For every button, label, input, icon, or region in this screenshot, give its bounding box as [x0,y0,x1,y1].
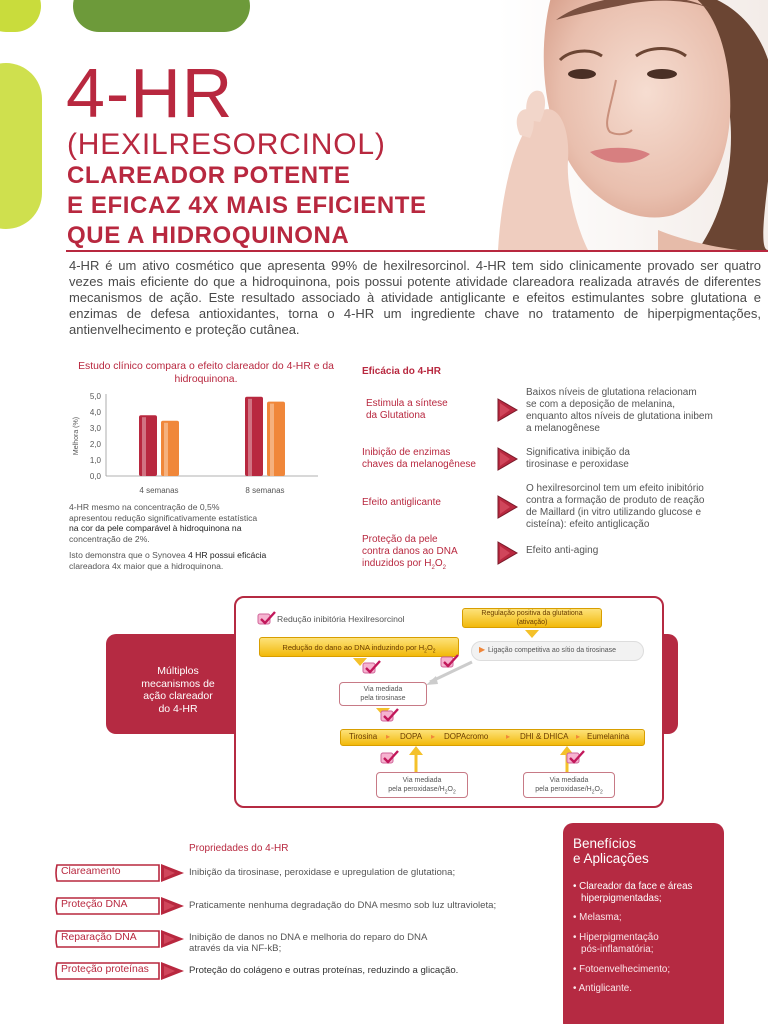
efficacy-label-line: induzidos por $H_2O_2$ [362,558,446,571]
tagline-line-1: CLAREADOR POTENTE [67,162,351,189]
study-note-line: clareadora 4x maior que a hidroquinona. [69,560,224,571]
benefit-item: • Clareador da face e áreas hiperpigmentadas; [573,881,693,904]
arrow-down-icon [525,630,539,638]
property-tag-protecao-dna: Proteção DNA [61,899,128,910]
property-desc-clareamento: Inibição da tirosinase, peroxidase e upregulation de glutationa; [189,867,456,878]
efficacy-desc-dna-protection: Efeito anti-aging [526,545,599,556]
glutathione-box: Regulação positiva da glutationa (ativação) [462,608,602,628]
arrow-right-icon: ▸ [506,732,511,741]
y-tick-label: 3,0 [89,424,101,433]
study-note-1 [69,502,309,544]
study-note-line: concentração de 2%. [69,533,150,544]
dna-damage-box: Redução do dano ao DNA induzindo por $H_2O_2$ [259,637,459,657]
page-title: 4-HR [66,54,234,132]
decorative-tab-green [73,0,250,32]
triangle-arrow-icon [496,447,518,471]
x-tick-label: 4 semanas [139,486,179,495]
competitive-binding-text: Ligação competitiva ao sítio da tirosinase [488,647,617,654]
arrow-right-icon: ▸ [431,732,436,741]
efficacy-desc-enzymes: Significativa inibição da tirosinase e peroxidase [526,447,630,470]
chart-bar-highlight [142,417,146,476]
pathway-step-dopa: DOPA [400,732,423,741]
mechanisms-legend: Redução inibitória Hexilresorcinol [277,614,405,624]
page-subtitle: (HEXILRESORCINOL) [67,128,386,161]
heading-divider [66,250,768,252]
check-icon [566,750,586,766]
arrow-up-icon [408,746,424,772]
tagline-line-3: QUE A HIDROQUINONA [67,222,350,249]
chart-bar [267,402,285,476]
arrow-right-icon: ▸ [576,732,581,741]
pathway-step-dopacromo: DOPAcromo [444,732,489,741]
study-note-line [69,550,309,561]
benefits-title: Benefícios e Aplicações [573,836,649,866]
efficacy-label-dna-protection [362,534,497,574]
efficacy-desc-glutathione: Baixos níveis de glutationa relacionam se com a deposição de melanina, enquanto altos níveis de glutationa inibem a melanogênese [526,387,713,434]
efficacy-desc-antiglycation: O hexilresorcinol tem um efeito inibitório contra a formação de produto de reação de Maillard (in vitro utilizando glucose e cisteína): efeito antiglicação [526,483,705,530]
peroxidase-path-box-1 [376,772,468,798]
benefit-item: • Antiglicante. [573,983,632,994]
bar-chart [62,386,322,498]
dna-damage-text: Redução do dano ao DNA induzindo por H [282,643,425,652]
property-tag-clareamento: Clareamento [61,866,121,877]
y-tick-label: 5,0 [89,392,101,401]
triangle-arrow-icon [496,398,518,422]
efficacy-label-text: induzidos por H [362,558,432,569]
y-tick-label: 1,0 [89,456,101,465]
benefit-item: • Melasma; [573,912,622,923]
chart-title: Estudo clínico compara o efeito clareador do 4-HR e da hidroquinona. [78,361,334,385]
check-icon [257,611,277,627]
peroxidase-path-text: Via mediada pela peroxidase/$H_2O_2$ [535,777,603,795]
play-arrow-icon: ▶ [479,645,486,654]
check-icon [380,750,400,766]
chart-bar-highlight [164,423,168,476]
woman-portrait-image [498,0,768,250]
chart-bar [139,415,157,476]
y-tick-label: 0,0 [89,472,101,481]
arrow-connector [424,660,474,688]
chart-bar-highlight [270,404,274,476]
peroxidase-path-text: Via mediada pela peroxidase/$H_2O_2$ [388,777,456,795]
benefit-item: • Hiperpigmentação pós-inflamatória; [573,932,659,955]
peroxidase-path-box-2 [523,772,615,798]
pathway-step-dhi-dhica: DHI & DHICA [520,732,569,741]
study-note-line: apresentou redução significativamente estatística [69,512,258,523]
peroxidase-path-label: Via mediada pela peroxidase/H [535,777,592,793]
efficacy-title: Eficácia do 4-HR [362,366,441,377]
efficacy-label-line: contra danos ao DNA [362,546,458,557]
check-icon [380,708,400,724]
property-tag-reparacao-dna: Reparação DNA [61,932,137,943]
property-desc-protecao-dna: Praticamente nenhuma degradação do DNA mesmo sob luz ultravioleta; [189,900,497,911]
decorative-tab-lime-side [0,63,42,229]
y-tick-label: 2,0 [89,440,101,449]
chart-bar [161,421,179,476]
triangle-arrow-icon [496,541,518,565]
property-desc-protecao-proteinas: Proteção do colágeno e outras proteínas, reduzindo a glicação. [189,965,459,976]
x-tick-label: 8 semanas [245,486,285,495]
chart-bar-highlight [248,399,252,476]
y-tick-label: 4,0 [89,408,101,417]
mechanisms-label: Múltiplos mecanismos de ação clareador do 4-HR [141,665,215,715]
chart-bar [245,397,263,476]
efficacy-label-antiglycation: Efeito antiglicante [362,497,441,508]
property-desc-reparacao-dna: Inibição de danos no DNA e melhoria do reparo do DNA através da via NF-kB; [189,932,428,954]
tagline-line-2: E EFICAZ 4X MAIS EFICIENTE [67,192,427,219]
check-icon [362,660,382,676]
peroxidase-path-label: Via mediada pela peroxidase/H [388,777,445,793]
efficacy-label-glutathione: Estimula a síntese da Glutationa [366,398,448,421]
study-note-2 [69,550,309,571]
triangle-arrow-icon [496,495,518,519]
study-note-emphasis: 4 HR possui eficácia [187,550,267,560]
properties-title: Propriedades do 4-HR [189,843,289,854]
arrow-right-icon: ▸ [386,732,391,741]
decorative-tab-lime [0,0,41,32]
intro-paragraph: 4-HR é um ativo cosmético que apresenta 99% de hexilresorcinol. 4-HR tem sido clinicamente provado ser quatro vezes mais eficiente do que a hidroquinona, pois possui potente atividade clareadora realizada através de diferentes mecanismos de ação. Este resultado associado à atividade antiglicante e efeitos estimulantes sobre glutationa e enzimas de defesa antioxidantes, torna o 4-HR um ingrediente chave no tratamento de hiperpigmentações, antienvelhecimento e proteção cutânea. [69,258,761,337]
competitive-binding-box [471,641,644,661]
efficacy-label-line: Proteção da pele [362,534,438,545]
study-note-line: 4-HR mesmo na concentração de 0,5% [69,502,220,512]
benefit-item: • Fotoenvelhecimento; [573,964,671,975]
pathway-step-tirosina: Tirosina [349,732,378,741]
y-axis-label: Melhora (%) [73,416,80,456]
pathway-step-eumelanina: Eumelanina [587,732,630,741]
study-note-line [69,523,309,534]
efficacy-label-enzymes: Inibição de enzimas chaves da melanogênese [362,447,476,470]
tyrosinase-path-box: Via mediada pela tirosinase [339,682,427,706]
property-tag-protecao-proteinas: Proteção proteínas [61,964,149,975]
study-note-emphasis: na cor da pele comparável à hidroquinona na [69,523,242,533]
study-note-text: Isto demonstra que o Synovea [69,550,186,560]
